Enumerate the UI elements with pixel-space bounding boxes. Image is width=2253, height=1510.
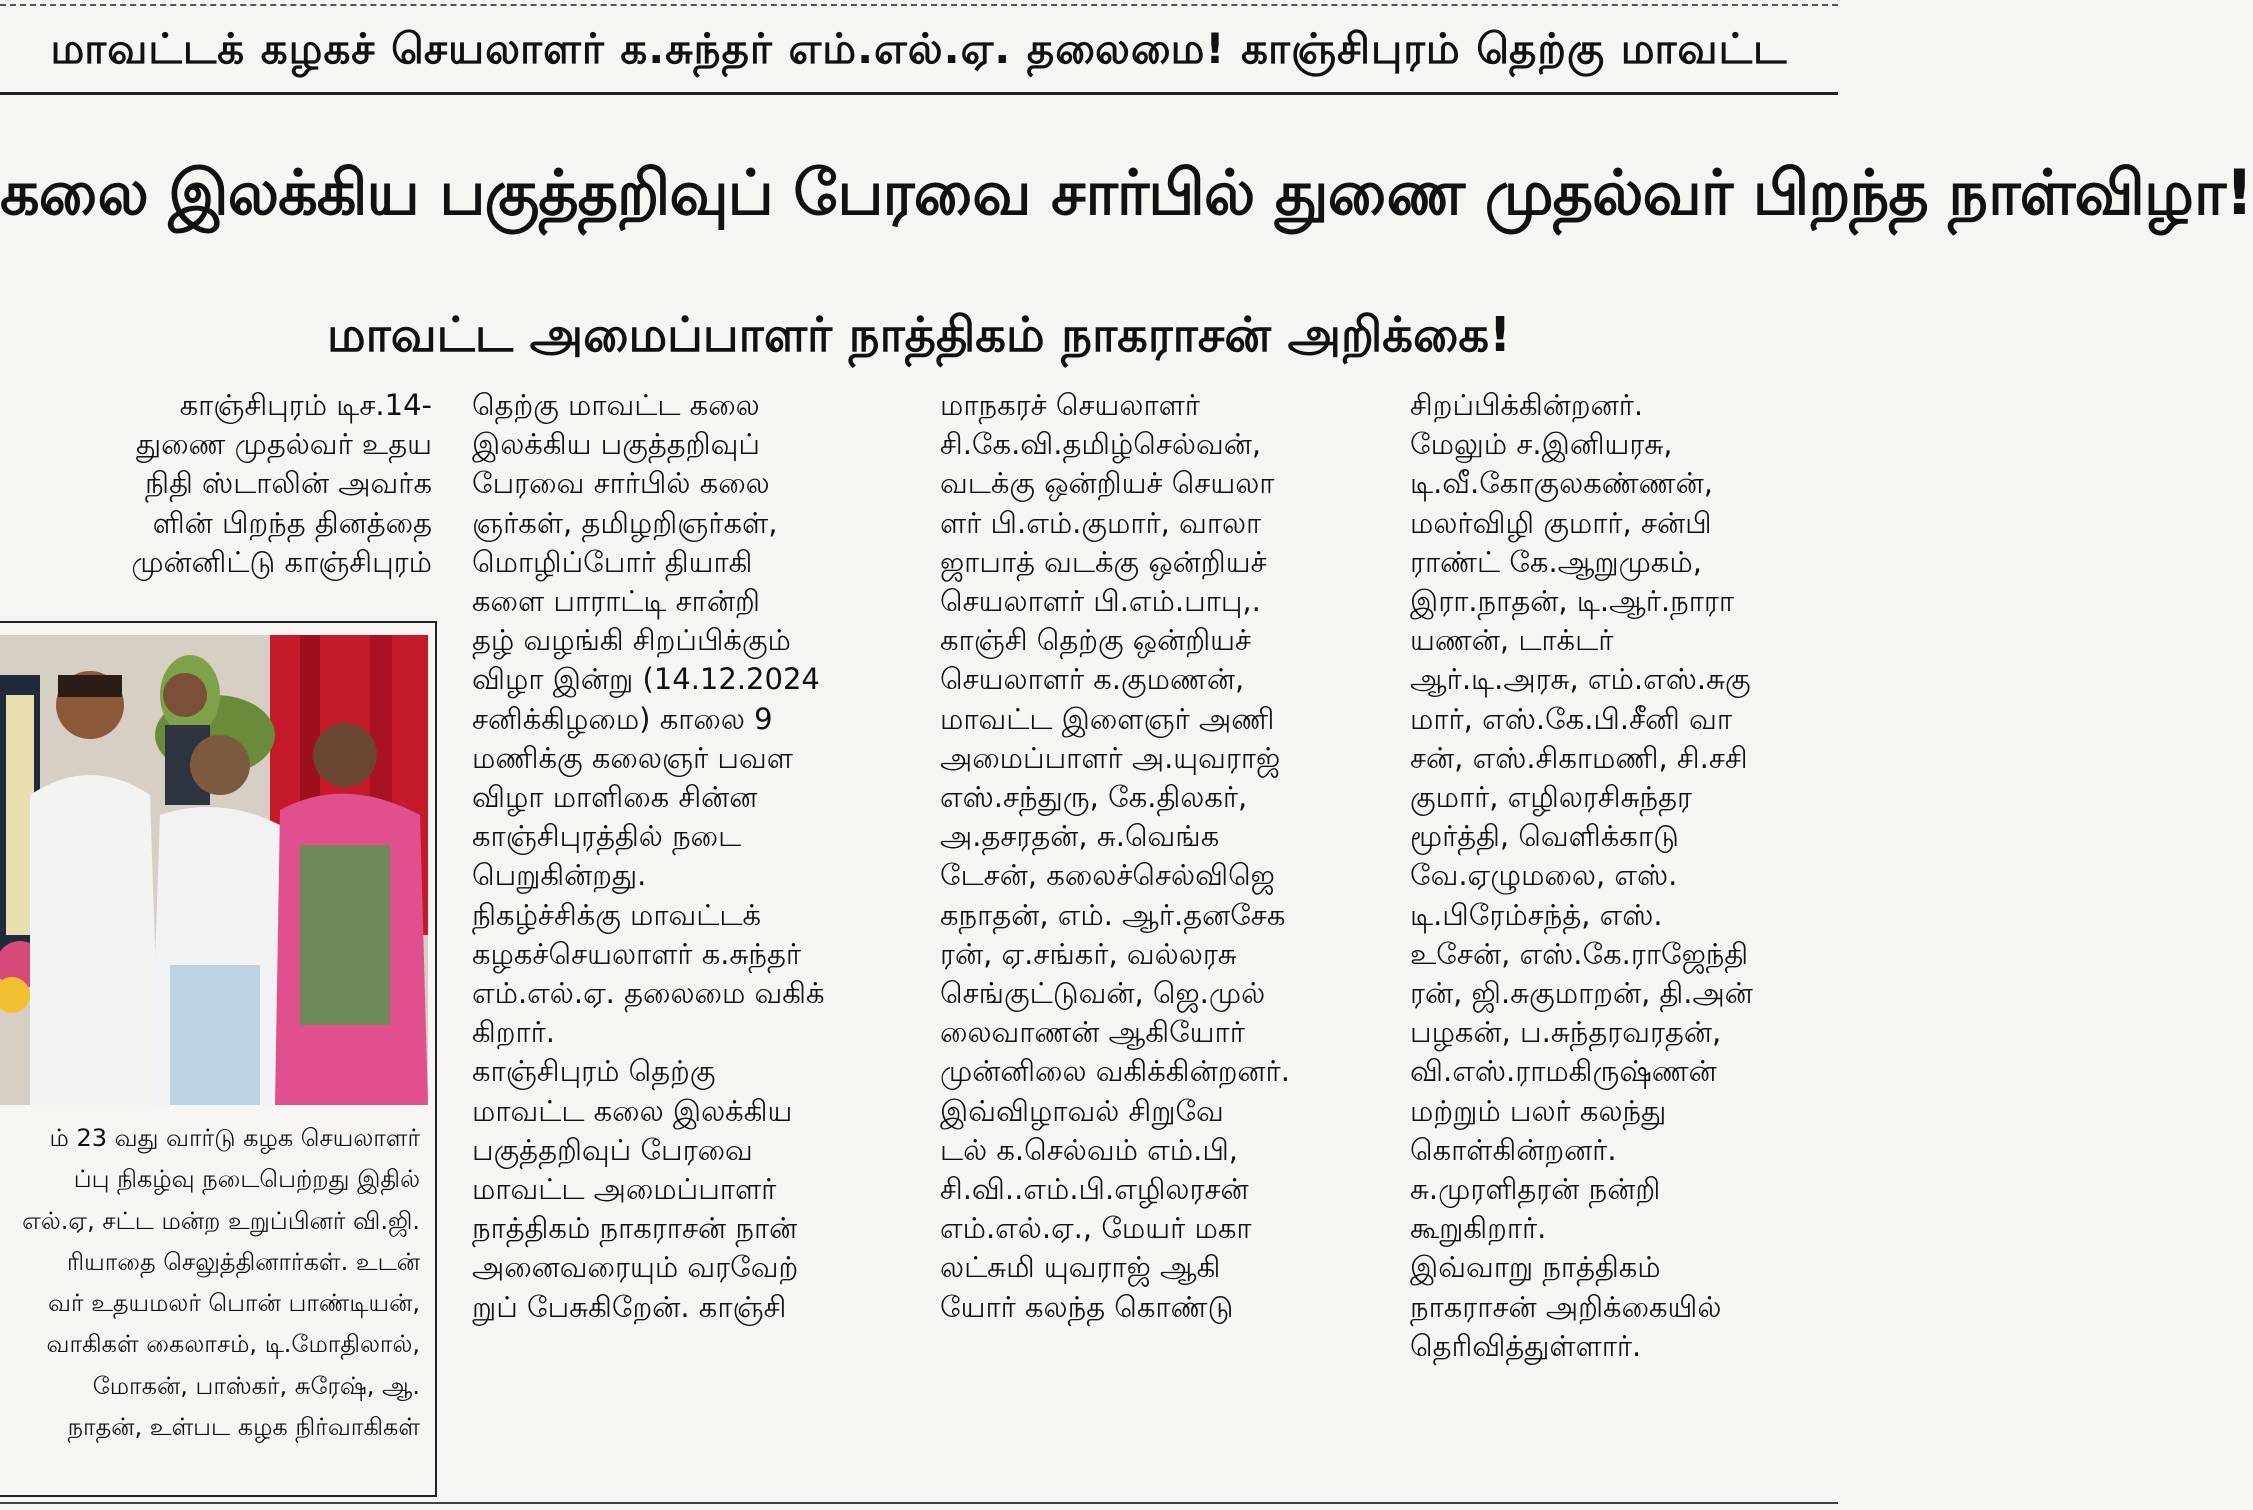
text-line: மாவட்ட கலை இலக்கிய — [472, 1093, 793, 1128]
bottom-rule — [0, 1502, 1838, 1504]
text-line: மணிக்கு கலைஞர் பவள — [472, 740, 793, 775]
text-line: களை பாராட்டி சான்றி — [472, 584, 760, 619]
text-line: கழகச்செயலாளர் க.சுந்தர் — [472, 936, 802, 971]
text-line: நிதி ஸ்டாலின் அவர்க — [145, 466, 432, 501]
text-line: சி.கே.வி.தமிழ்செல்வன், — [940, 427, 1262, 462]
text-line: பேரவை சார்பில் கலை — [472, 466, 770, 501]
text-line: அ.தசரதன், சு.வெங்க — [940, 819, 1220, 854]
text-line: அமைப்பாளர் அ.யுவராஜ் — [940, 740, 1281, 775]
text-line: தெரிவித்துள்ளார். — [1410, 1328, 1642, 1363]
caption-line: ம் 23 வது வார்டு கழக செயலாளர் — [49, 1124, 420, 1152]
text-line: செங்குட்டுவன், ஜெ.முல் — [940, 976, 1266, 1011]
text-line: மொழிப்போர் தியாகி — [472, 544, 753, 579]
text-line: மேலும் ச.இனியரசு, — [1410, 427, 1673, 462]
column-4 — [1410, 386, 1834, 1366]
text-line: றுப் பேசுகிறேன். காஞ்சி — [472, 1289, 787, 1324]
top-dashed-border — [0, 4, 1838, 6]
text-line: ளர் பி.எம்.குமார், வாலா — [940, 505, 1262, 540]
text-line: டி.பிரேம்சந்த், எஸ். — [1410, 897, 1663, 932]
text-line: யணன், டாக்டர் — [1410, 623, 1614, 658]
caption-line: மோகன், பாஸ்கர், சுரேஷ், ஆ. — [92, 1371, 420, 1400]
text-line: பகுத்தறிவுப் பேரவை — [472, 1132, 753, 1167]
text-line: இலக்கிய பகுத்தறிவுப் — [472, 427, 760, 462]
text-line: டல் க.செல்வம் எம்.பி, — [940, 1132, 1239, 1167]
text-line: மாவட்ட அமைப்பாளர் — [472, 1172, 777, 1207]
text-line: நாத்திகம் நாகராசன் நான் — [472, 1211, 798, 1246]
text-line: வி.எஸ்.ராமகிருஷ்ணன் — [1410, 1054, 1717, 1089]
text-line: காஞ்சிபுரம் தெற்கு — [472, 1054, 716, 1089]
caption-line: எல்.ஏ, சட்ட மன்ற உறுப்பினர் வி.ஜி. — [22, 1206, 420, 1235]
text-line: கிறார். — [472, 1015, 556, 1050]
text-line: கூறுகிறார். — [1410, 1211, 1547, 1246]
text-line: செயலாளர் க.குமணன், — [940, 662, 1245, 697]
text-line: எம்.எல்.ஏ. தலைமை வகிக் — [472, 976, 825, 1011]
photo-caption — [0, 1118, 428, 1448]
text-line: லட்சுமி யுவராஜ் ஆகி — [940, 1250, 1221, 1285]
text-line: ளின் பிறந்த தினத்தை — [152, 505, 432, 540]
text-line: விழா இன்று (14.12.2024 — [472, 662, 820, 697]
text-line: ராண்ட் கே.ஆறுமுகம், — [1410, 544, 1702, 579]
text-line: இரா.நாதன், டி.ஆர்.நாரா — [1410, 584, 1734, 619]
text-line: சி.வி..எம்.பி.எழிலரசன் — [940, 1172, 1249, 1207]
caption-line: ரியாதை செலுத்தினார்கள். உடன் — [66, 1247, 420, 1276]
text-line: டி.வீ.கோகுலகண்ணன், — [1410, 466, 1713, 501]
text-line: எம்.எல்.ஏ., மேயர் மகா — [940, 1211, 1252, 1246]
text-line: தெற்கு மாவட்ட கலை — [472, 388, 760, 422]
text-line: காஞ்சிபுரத்தில் நடை — [472, 819, 742, 854]
text-line: ஆர்.டி.அரசு, எம்.எஸ்.சுகு — [1410, 662, 1751, 697]
text-line: டேசன், கலைச்செல்விஜெ — [940, 858, 1275, 893]
text-line: முன்னிலை வகிக்கின்றனர். — [940, 1054, 1290, 1089]
text-line: காஞ்சிபுரம் டிச.14- — [179, 388, 432, 422]
text-line: ரன், ஜி.சுகுமாறன், தி.அன் — [1410, 976, 1753, 1011]
text-line: இவ்வாறு நாத்திகம் — [1410, 1250, 1661, 1285]
text-line: யோர் கலந்த கொண்டு — [940, 1289, 1234, 1324]
text-line: சு.முரளிதரன் நன்றி — [1410, 1172, 1661, 1207]
caption-line: நாதன், உள்பட கழக நிர்வாகிகள் — [67, 1413, 420, 1442]
text-line: கொள்கின்றனர். — [1410, 1132, 1617, 1167]
column-3 — [940, 386, 1370, 1327]
text-line: ரன், ஏ.சங்கர், வல்லரசு — [940, 936, 1237, 971]
column-2 — [472, 386, 902, 1327]
text-line: முன்னிட்டு காஞ்சிபுரம் — [131, 544, 432, 579]
text-line: சனிக்கிழமை) காலை 9 — [472, 701, 773, 736]
kicker-rule — [0, 92, 1838, 95]
text-line: எஸ்.சந்துரு, கே.திலகர், — [940, 780, 1248, 815]
text-line: மூர்த்தி, வெளிக்காடு — [1410, 819, 1679, 854]
text-line: விழா மாளிகை சின்ன — [472, 780, 758, 815]
text-line: சிறப்பிக்கின்றனர். — [1410, 388, 1644, 422]
text-line: துணை முதல்வர் உதய — [135, 427, 432, 462]
text-line: வே.ஏழுமலை, எஸ். — [1410, 858, 1678, 893]
text-line: இவ்விழாவல் சிறுவே — [940, 1093, 1224, 1128]
caption-line: ப்பு நிகழ்வு நடைபெற்றது இதில் — [73, 1165, 420, 1194]
text-line: அனைவரையும் வரவேற் — [472, 1250, 799, 1285]
text-line: கநாதன், எம். ஆர்.தனசேக — [940, 897, 1286, 932]
text-line: ஜாபாத் வடக்கு ஒன்றியச் — [940, 544, 1267, 579]
text-line: பழகன், ப.சுந்தரவரதன், — [1410, 1015, 1722, 1050]
text-line: வடக்கு ஒன்றியச் செயலா — [940, 466, 1275, 501]
subheadline: மாவட்ட அமைப்பாளர் நாத்திகம் நாகராசன் அறிக்கை! — [327, 307, 1511, 363]
event-photo — [0, 635, 428, 1105]
kicker-line: மாவட்டக் கழகச் செயலாளர் க.சுந்தர் எம்.எல்.ஏ. தலைமை! காஞ்சிபுரம் தெற்கு மாவட்ட — [50, 24, 1788, 73]
caption-line: வர் உதயமலர் பொன் பாண்டியன், — [47, 1289, 420, 1318]
text-line: நாகராசன் அறிக்கையில் — [1410, 1289, 1722, 1324]
text-line: குமார், எழிலரசிசுந்தர — [1410, 780, 1693, 815]
text-line: சன், எஸ்.சிகாமணி, சி.சசி — [1410, 740, 1748, 775]
text-line: மலர்விழி குமார், சன்பி — [1410, 505, 1712, 540]
text-line: ஞர்கள், தமிழறிஞர்கள், — [472, 505, 778, 540]
text-line: மற்றும் பலர் கலந்து — [1410, 1093, 1667, 1128]
text-line: தழ் வழங்கி சிறப்பிக்கும் — [472, 623, 791, 658]
column-1 — [0, 386, 432, 582]
text-line: நிகழ்ச்சிக்கு மாவட்டக் — [472, 897, 761, 932]
caption-line: வாகிகள் கைலாசம், டி.மோதிலால், — [46, 1330, 420, 1359]
headline: கலை இலக்கிய பகுத்தறிவுப் பேரவை சார்பில் துணை முதல்வர் பிறந்த நாள்விழா! — [0, 156, 2253, 229]
text-line: மாநகரச் செயலாளர் — [940, 388, 1200, 422]
text-line: லைவாணன் ஆகியோர் — [940, 1015, 1245, 1050]
text-line: உசேன், எஸ்.கே.ராஜேந்தி — [1410, 936, 1749, 971]
text-line: மாவட்ட இளைஞர் அணி — [940, 701, 1275, 736]
text-line: காஞ்சி தெற்கு ஒன்றியச் — [940, 623, 1252, 658]
text-line: மார், எஸ்.கே.பி.சீனி வா — [1410, 701, 1732, 736]
text-line: செயலாளர் பி.எம்.பாபு,. — [940, 584, 1261, 619]
text-line: பெறுகின்றது. — [472, 858, 647, 893]
